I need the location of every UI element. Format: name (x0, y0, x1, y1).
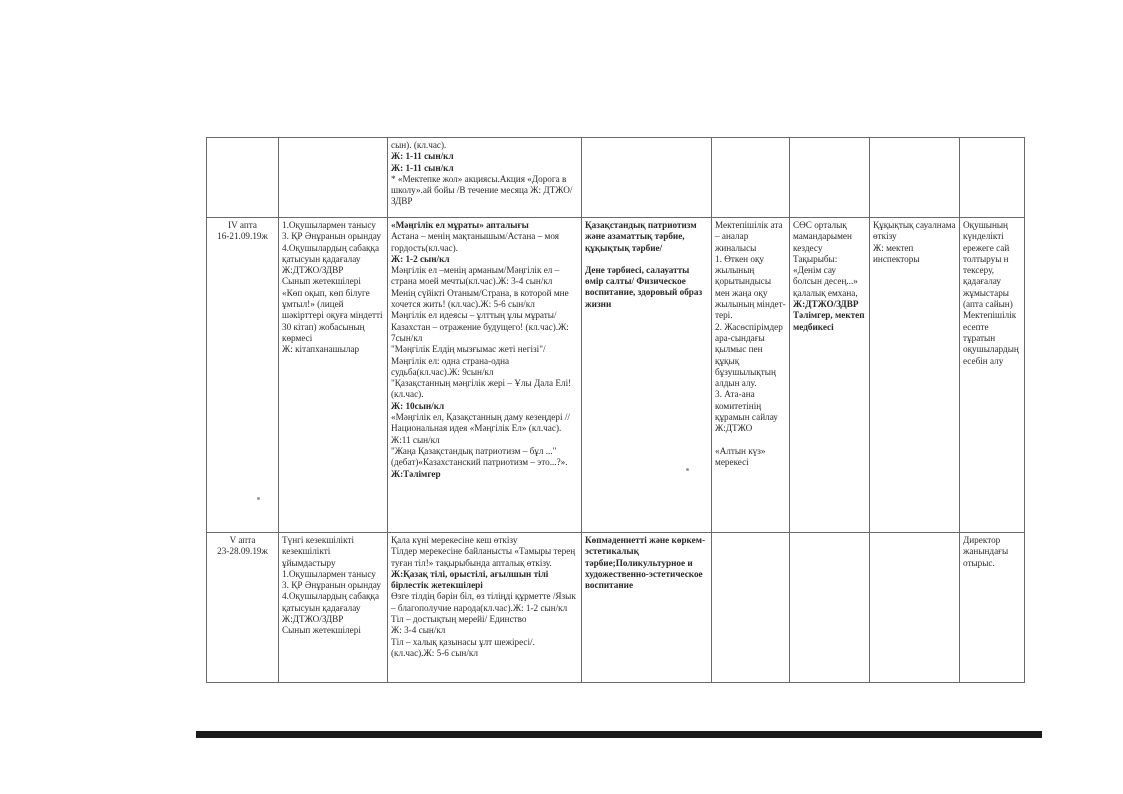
event-line: Ж: 1-2 сын/кл (391, 253, 450, 264)
events-cell (388, 533, 582, 683)
health-responsible: Ж:ДТЖО/ЗДВР Тәлімгер, мектеп медбикесі (793, 299, 865, 332)
event-line: "Мәңгілік Елдің мызғымас жеті негізі"/Мәңгілік ел: одна страна-одна судьба(кл.час).Ж: 9сын/кл (391, 344, 546, 377)
event-line: Ж: 10сын/кл (391, 400, 445, 411)
health-cell (790, 533, 870, 683)
event-line: Ж: 1-11 сын/кл (391, 162, 454, 173)
direction-line: Қазақстандық патриотизм және азаматтық тәрбие, құқықтық тәрбие/ (585, 220, 697, 253)
event-line: Қала күні мерекесіне кеш өткізу (391, 535, 518, 545)
health-cell (790, 138, 870, 218)
event-line: Тілдер мерекесіне байланысты «Тамыры терең туған тіл!» тақырыбында апталық өткізу. (391, 546, 576, 568)
plan-table (206, 137, 1025, 683)
legal-cell (870, 138, 960, 218)
table-row-week-4 (207, 218, 1025, 533)
control-cell (960, 138, 1025, 218)
table-row-week-5 (207, 533, 1025, 683)
scan-edge-bar (196, 731, 1042, 738)
scan-speck (686, 468, 689, 471)
event-line: Ж:Қазақ тілі, орыстілі, ағылшын тілі бірлестік жетекшілері (391, 568, 549, 591)
event-line: "Жаңа Қазақстандық патриотизм – бұл ..."(дебат)«Казахстанский патриотизм – это...?». (391, 445, 568, 468)
event-line: * «Мектепке жол» акциясы.Акция «Дорога в школу».ай бойы /В течение месяца Ж: ДТЖО/ЗДВР (391, 173, 573, 207)
legal-cell: Құқықтық сауалнама өткізу Ж: мектеп инспекторы (870, 218, 960, 533)
direction-cell (582, 218, 712, 533)
events-cell (388, 138, 582, 218)
event-line: "Қазақстанның мәңгілік жері – Ұлы Дала Елі! (кл.час). (391, 378, 572, 400)
scan-speck (257, 497, 260, 500)
week-cell: V апта 23-28.09.19ж (207, 533, 279, 683)
health-cell: СӨС орталық мамандарымен кездесу Тақырыбы: «Денім сау болсын десең...» қалалық емхана, Ж:ДТЖО/ЗДВР Тәлімгер, мектеп медбикесі (790, 218, 870, 533)
table-row-continuation (207, 138, 1025, 218)
event-line: «Мәңгілік ел мұраты» апталығы (391, 220, 529, 230)
event-line: Мәңгілік ел идеясы – ұлттың ұлы мұраты/Казахстан – отражение будущего! (кл.час).Ж: 7сын/кл (391, 310, 569, 343)
direction-cell (582, 138, 712, 218)
event-line: Астана – менің мақтанышым/Астана – моя гордость(кл.час). (391, 231, 559, 253)
parents-cell (712, 533, 790, 683)
tasks-cell: Түнгі кезекшілікті кезекшілікті ұйымдастыру 1.Оқушылармен танысу 3. ҚР Әнұранын орындау 4.Оқушылардың сабаққа қатысуын қадағалау Ж:ДТЖО/ЗДВР Сынып жетекшілері (279, 533, 388, 683)
week-cell: IV апта 16-21.09.19ж (207, 218, 279, 533)
event-line: «Мәңгілік ел, Қазақстанның даму кезеңдері // Национальная идея «Мәңгілік Ел» (кл.час). Ж:11 сын/кл (391, 412, 570, 445)
week-cell (207, 138, 279, 218)
event-line: Мәңгілік ел –менің арманым/Мәңгілік ел – страна моей мечты(кл.час).Ж: 3-4 сын/кл (391, 265, 560, 287)
direction-cell (582, 533, 712, 683)
event-line: Өзге тілдің бәрін біл, өз тіліңді құрметте /Язык – благополучие народа(кл.час).Ж: 1-2 сын/кл (391, 591, 576, 613)
direction-line: Дене тәрбиесі, салауатты өмір салты/ Физическое воспитание, здоровый образ жизни (585, 264, 703, 309)
tasks-cell: 1.Оқушылармен танысу 3. ҚР Әнұранын орындау 4.Оқушылардың сабаққа қатысуын қадағалау Ж:ДТЖО/ЗДВР Сынып жетекшілері «Көп оқып, көп білуге ұмтыл!» (лицей шәкірттері оқуға міндетті 30 кітап) жобасының көрмесі Ж: кітапханашылар (279, 218, 388, 533)
event-line: сын). (кл.час). (391, 140, 447, 150)
parents-cell: Мектепішілік ата – аналар жиналысы 1. Өткен оқу жылының қорытындысы мен жаңа оқу жылының міндет-тері. 2. Жасөспірімдер ара-сындағы қылмыс пен құқық бұзушылықтың алдын алу. 3. Ата-ана комитетінің құрамын сайлау Ж:ДТЖО «Алтын күз» мерекесі (712, 218, 790, 533)
event-line: Ж: 3-4 сын/кл (391, 625, 446, 636)
parents-cell (712, 138, 790, 218)
event-line: Менің сүйікті Отаным/Страна, в которой мне хочется жить! (кл.час).Ж: 5-6 сын/кл (391, 287, 569, 310)
direction-line: Көпмәдениетті және көркем-эстетикалық тәрбие;Поликультурное и художественно-эстетическое воспитание (585, 535, 706, 591)
legal-cell (870, 533, 960, 683)
control-cell: Директор жанындағы отырыс. (960, 533, 1025, 683)
event-line: Тіл – достықтың мерейі/ Единство (391, 614, 527, 625)
control-cell: Оқушының күнделікті ережеге сай толтыруы н тексеру, қадағалау жұмыстары (апта сайын) Мектепішілік есепте тұратын оқушылардың есебін алу (960, 218, 1025, 533)
event-line: Тіл – халық қазынасы ұлт шежіресі/.(кл.час).Ж: 5-6 сын/кл (391, 636, 535, 658)
event-line: Ж:Тәлімгер (391, 468, 441, 479)
tasks-cell (279, 138, 388, 218)
events-cell (388, 218, 582, 533)
event-line: Ж: 1-11 сын/кл (391, 151, 454, 162)
